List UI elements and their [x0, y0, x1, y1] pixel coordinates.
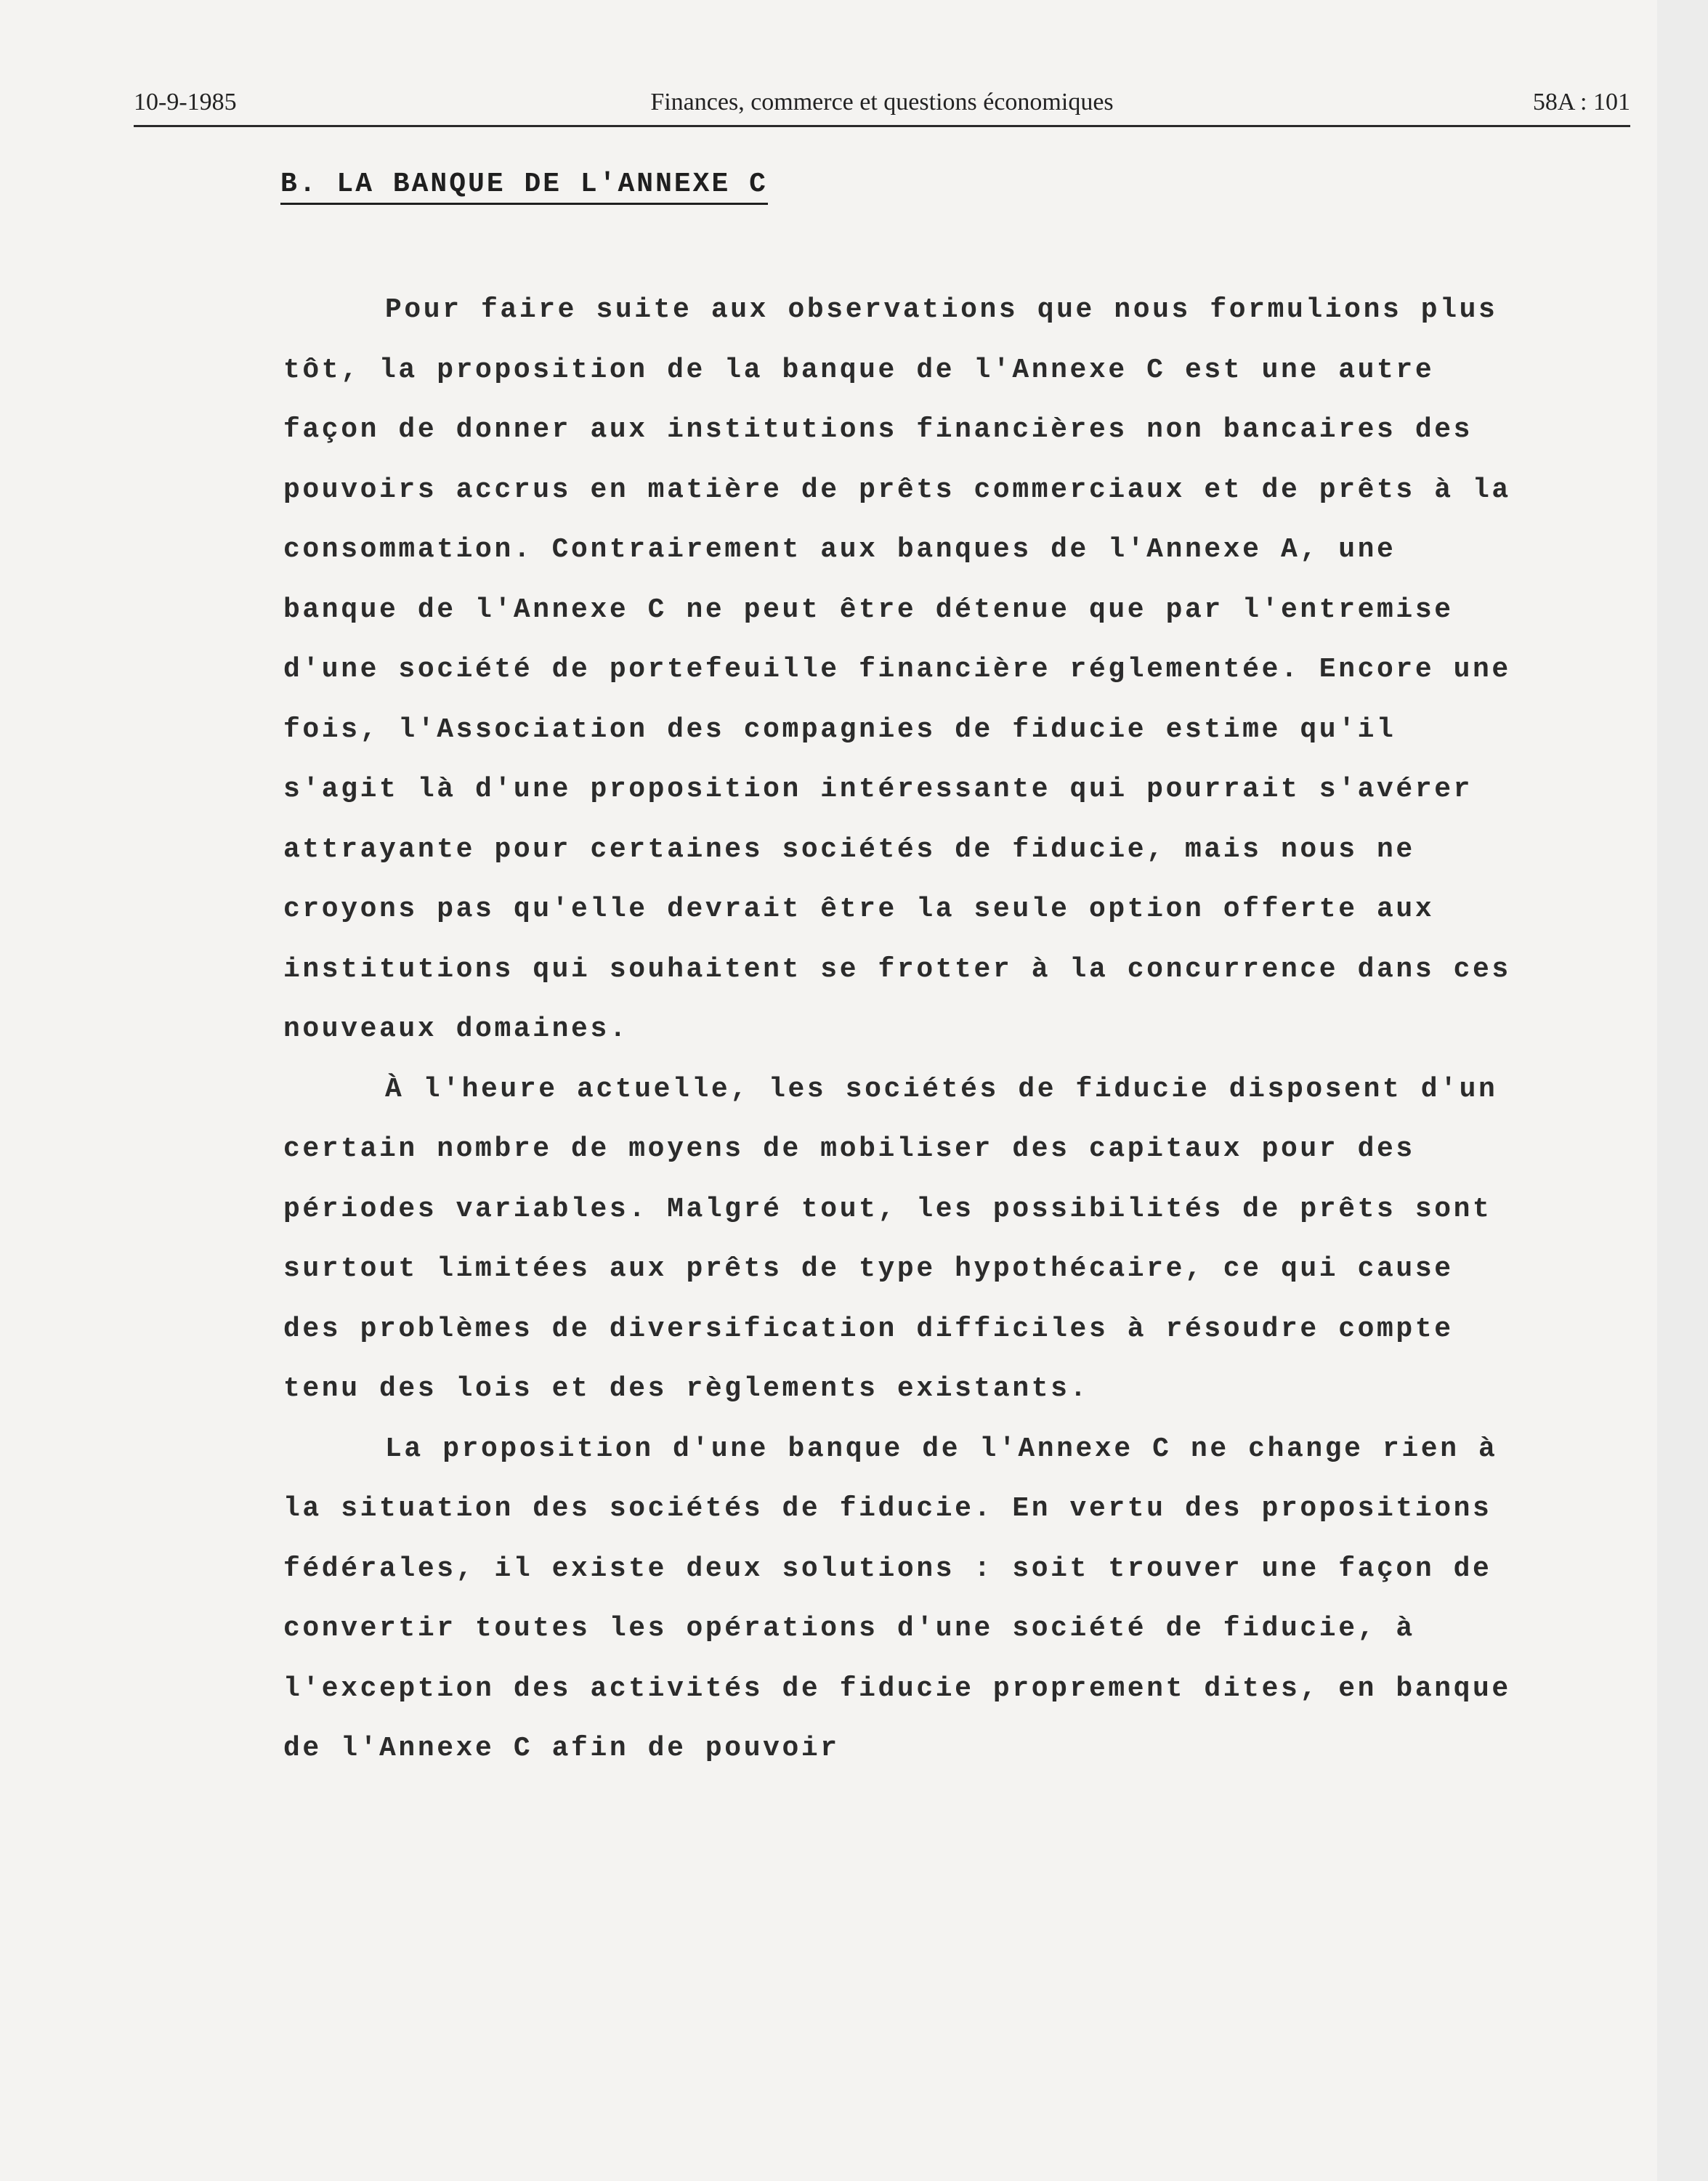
body-text	[283, 280, 1518, 1779]
paragraph-1: Pour faire suite aux observations que nous formulions plus tôt, la proposition de la banque de l'Annexe C est une autre façon de donner aux institutions financières non bancaires des pouvoirs accrus en matière de prêts commerciaux et de prêts à la consommation. Contrairement aux banques de l'Annexe A, une banque de l'Annexe C ne peut être détenue que par l'entremise d'une société de portefeuille financière réglementée. Encore une fois, l'Association des compagnies de fiducie estime qu'il s'agit là d'une proposition intéressante qui pourrait s'avérer attrayante pour certaines sociétés de fiducie, mais nous ne croyons pas qu'elle devrait être la seule option offerte aux institutions qui souhaitent se frotter à la concurrence dans ces nouveaux domaines.	[283, 294, 1511, 1045]
header-date: 10-9-1985	[134, 89, 237, 116]
header-rule	[134, 125, 1630, 127]
header-title: Finances, commerce et questions économiques	[650, 89, 1114, 116]
page-header	[134, 89, 1630, 129]
section-heading: B. LA BANQUE DE L'ANNEXE C	[280, 169, 768, 205]
paragraph-2: À l'heure actuelle, les sociétés de fiducie disposent d'un certain nombre de moyens de mobiliser des capitaux pour des périodes variables. Malgré tout, les possibilités de prêts sont surtout limitées aux prêts de type hypothécaire, ce qui cause des problèmes de diversification difficiles à résoudre compte tenu des lois et des règlements existants.	[283, 1073, 1498, 1404]
paragraph-3: La proposition d'une banque de l'Annexe C ne change rien à la situation des sociétés de fiducie. En vertu des propositions fédérales, il existe deux solutions : soit trouver une façon de convertir toutes les opérations d'une société de fiducie, à l'exception des activités de fiducie proprement dites, en banque de l'Annexe C afin de pouvoir	[283, 1433, 1511, 1764]
page-edge-shadow	[1657, 0, 1708, 2181]
header-page-number: 58A : 101	[1532, 89, 1630, 116]
